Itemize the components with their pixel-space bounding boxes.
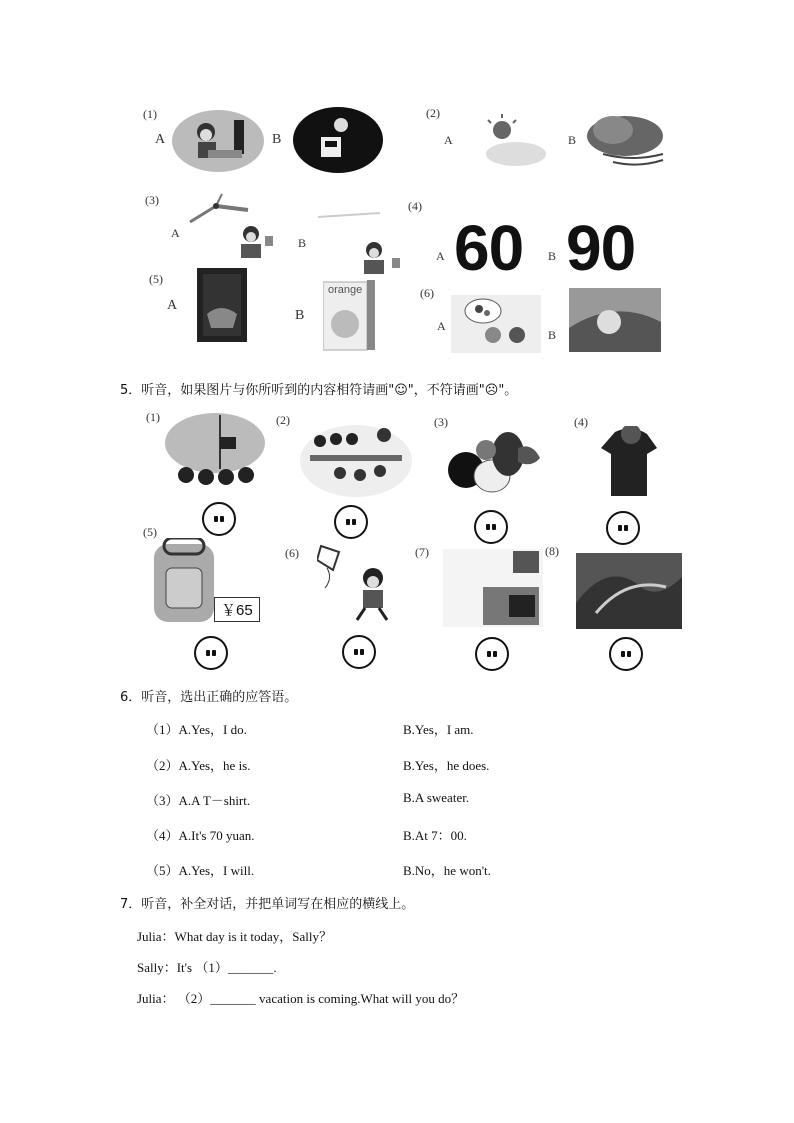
q6-row-2-option-b[interactable]: B.Yes，he does. bbox=[403, 758, 490, 773]
q5-answer-face-5[interactable] bbox=[194, 636, 228, 670]
q6-row-4-option-b[interactable]: B.At 7：00. bbox=[403, 828, 467, 843]
q4-item-3-label-b: B bbox=[298, 236, 307, 250]
q5-answer-face-4[interactable] bbox=[606, 511, 640, 545]
q6-row-4-option-a[interactable]: （4）A.It's 70 yuan. bbox=[146, 828, 255, 843]
q4-item-3-number: (3) bbox=[145, 193, 159, 207]
q4-item-1-label-a: A bbox=[155, 132, 166, 147]
q5-item-5-number: (5) bbox=[143, 525, 157, 539]
number-ninety: 90 bbox=[566, 212, 636, 284]
q5-title: 5．听音，如果图片与你所听到的内容相符请画"☺"，不符请画"☹"。 bbox=[120, 383, 518, 398]
sleeping-girl-picture bbox=[569, 288, 661, 352]
q4-item-5-label-b: B bbox=[295, 308, 305, 323]
q6-row-5-option-a[interactable]: （5）A.Yes，I will. bbox=[146, 863, 255, 878]
q4-item-6-label-b: B bbox=[548, 328, 557, 342]
great-wall-picture bbox=[576, 553, 682, 629]
q4-item-2-number: (2) bbox=[426, 106, 440, 120]
ceiling-fan-picture bbox=[186, 192, 250, 226]
children-thinking-picture bbox=[451, 295, 541, 353]
q4-item-4-number: (4) bbox=[408, 199, 422, 213]
q7-dialog-line-1: Julia：What day is it today，Sally？ bbox=[137, 929, 332, 944]
q6-title: 6．听音，选出正确的应答语。 bbox=[120, 690, 298, 705]
classroom-picture bbox=[300, 425, 412, 497]
girl-at-desk-picture bbox=[172, 110, 264, 172]
q6-row-3-option-a[interactable]: （3）A.A T－shirt. bbox=[146, 793, 251, 808]
q4-item-3-label-a: A bbox=[171, 226, 180, 240]
q5-answer-face-1[interactable] bbox=[202, 502, 236, 536]
q5-answer-face-7[interactable] bbox=[475, 637, 509, 671]
q5-answer-face-2[interactable] bbox=[334, 505, 368, 539]
orange-label: orange bbox=[328, 284, 363, 296]
fruits-picture bbox=[446, 428, 544, 494]
q4-item-4-label-a: A bbox=[436, 249, 445, 263]
q7-dialog-line-2[interactable]: Sally：It's （1）_______. bbox=[137, 960, 277, 975]
boy-with-kite-picture bbox=[317, 544, 395, 624]
boy-picture bbox=[231, 222, 277, 260]
price-tag: ￥65 bbox=[214, 597, 260, 622]
q5-item-6-number: (6) bbox=[285, 546, 299, 560]
schoolbag-picture bbox=[154, 538, 216, 624]
q5-item-7-number: (7) bbox=[415, 545, 429, 559]
q6-row-5-option-b[interactable]: B.No，he won't. bbox=[403, 863, 491, 878]
q4-item-2-label-b: B bbox=[568, 133, 577, 147]
sunny-weather-picture bbox=[476, 114, 548, 172]
q6-row-3-option-b[interactable]: B.A sweater. bbox=[403, 790, 470, 805]
windy-cloud-picture bbox=[583, 108, 669, 170]
q6-row-2-option-a[interactable]: （2）A.Yes，he is. bbox=[146, 758, 251, 773]
q4-item-6-label-a: A bbox=[437, 319, 446, 333]
q7-title: 7．听音，补全对话，并把单词写在相应的横线上。 bbox=[120, 897, 415, 912]
q6-row-1-option-b[interactable]: B.Yes，I am. bbox=[403, 722, 474, 737]
q5-item-3-number: (3) bbox=[434, 415, 448, 429]
q7-dialog-line-3[interactable]: Julia： （2）_______ vacation is coming.What will you do？ bbox=[137, 991, 465, 1006]
q5-answer-face-3[interactable] bbox=[474, 510, 508, 544]
q4-item-5-number: (5) bbox=[149, 272, 163, 286]
q4-item-1-number: (1) bbox=[143, 107, 157, 121]
q5-item-4-number: (4) bbox=[574, 415, 588, 429]
number-sixty: 60 bbox=[454, 212, 524, 284]
q4-item-4-label-b: B bbox=[548, 249, 557, 263]
clothes-picture bbox=[593, 426, 663, 500]
q5-answer-face-6[interactable] bbox=[342, 635, 376, 669]
q4-item-2-label-a: A bbox=[444, 133, 453, 147]
boy-picture-2 bbox=[358, 240, 404, 276]
q5-answer-face-8[interactable] bbox=[609, 637, 643, 671]
flag-raising-picture bbox=[164, 409, 266, 493]
q6-row-1-option-a[interactable]: （1）A.Yes，I do. bbox=[146, 722, 247, 737]
q5-item-2-number: (2) bbox=[276, 413, 290, 427]
boy-at-board-picture bbox=[293, 107, 383, 173]
book-cover-picture bbox=[197, 268, 247, 342]
q5-item-1-number: (1) bbox=[146, 410, 160, 424]
q4-item-1-label-b: B bbox=[272, 132, 282, 147]
q4-item-6-number: (6) bbox=[420, 286, 434, 300]
q5-item-8-number: (8) bbox=[545, 544, 559, 558]
line-picture bbox=[318, 209, 382, 221]
kitchen-picture bbox=[443, 549, 543, 627]
q4-item-5-label-a: A bbox=[167, 298, 178, 313]
